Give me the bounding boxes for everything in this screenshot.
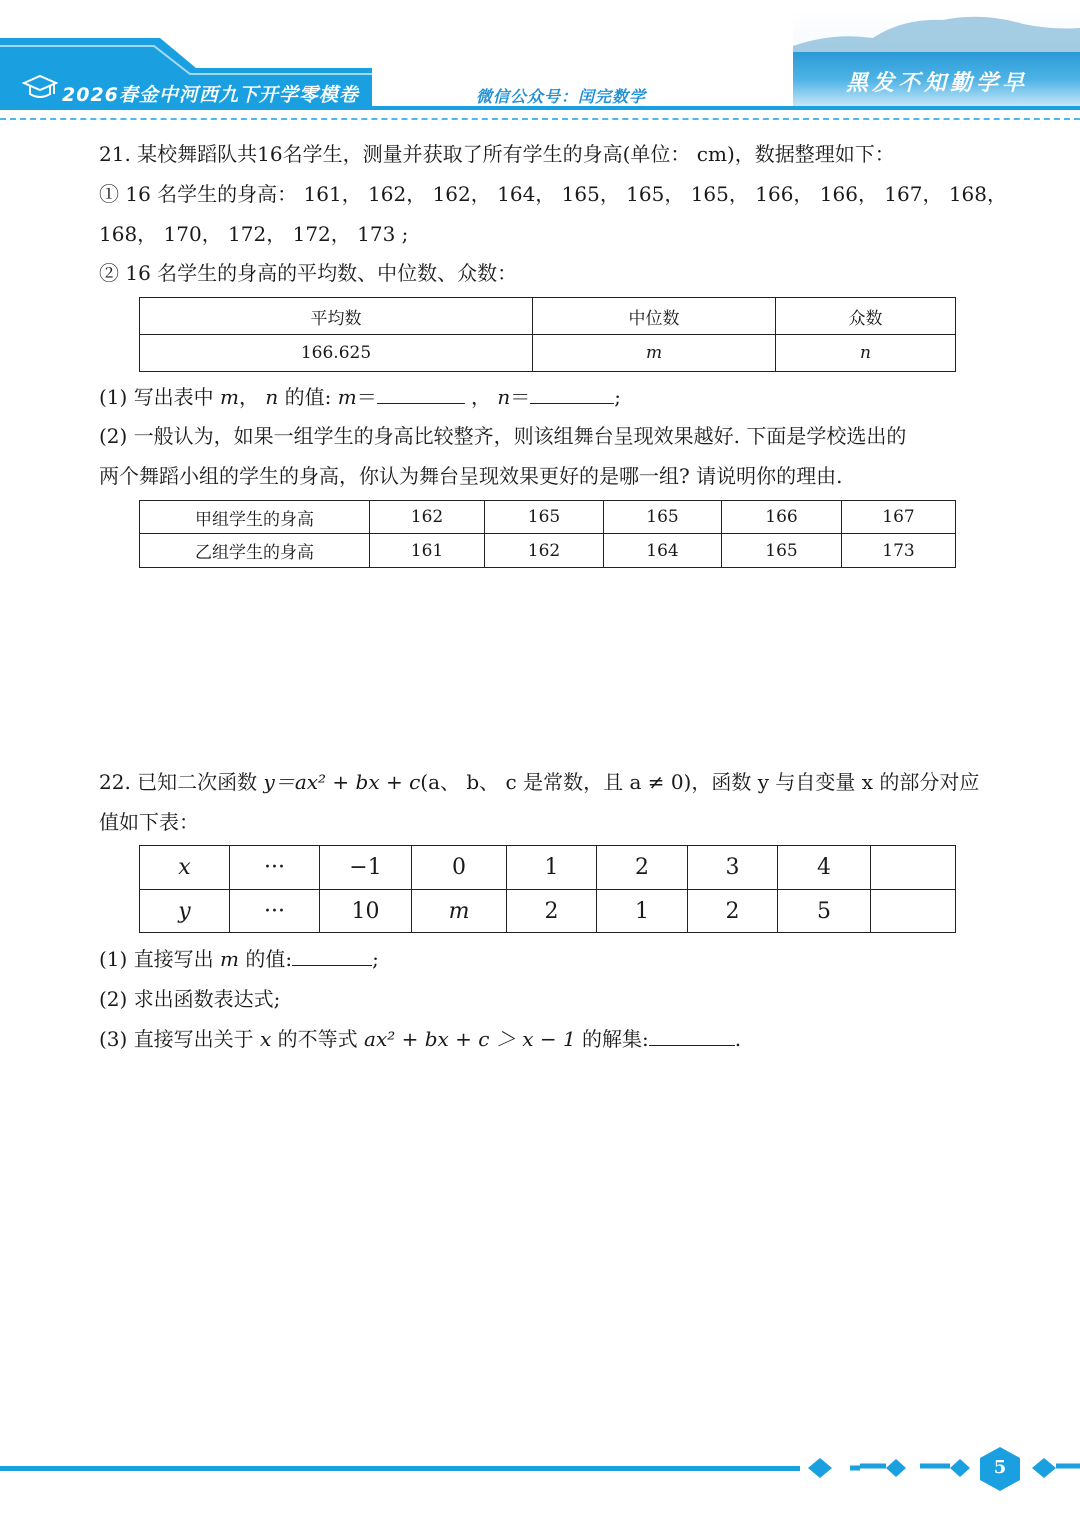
group-cell: 166 bbox=[722, 501, 842, 534]
x-cell: ··· bbox=[230, 846, 320, 890]
y-cell: 2 bbox=[507, 890, 597, 933]
group-cell: 162 bbox=[485, 534, 604, 568]
group-row-yi bbox=[140, 534, 956, 568]
y-cell: ··· bbox=[230, 890, 320, 933]
x-cell: −1 bbox=[320, 846, 412, 890]
x-cell bbox=[871, 846, 956, 890]
group-cell: 167 bbox=[842, 501, 956, 534]
q22-part2: (2) 求出函数表达式; bbox=[99, 987, 281, 1011]
answer-blank-solution-set[interactable] bbox=[649, 1027, 735, 1046]
footer-decoration bbox=[800, 1450, 1080, 1486]
q21-part1: (1) 写出表中 m， n 的值: m＝ ， n＝ ; bbox=[99, 385, 622, 409]
y-cell: 5 bbox=[778, 890, 871, 933]
group-cell: 165 bbox=[604, 501, 722, 534]
y-cell: 1 bbox=[597, 890, 688, 933]
q21-part2-line2: 两个舞蹈小组的学生的身高，你认为舞台呈现效果更好的是哪一组? 请说明你的理由. bbox=[99, 464, 843, 488]
q21-stats-intro: ② 16 名学生的身高的平均数、中位数、众数： bbox=[99, 261, 518, 285]
stats-header-mode: 众数 bbox=[776, 298, 956, 335]
group-cell: 162 bbox=[370, 501, 485, 534]
group-cell: 165 bbox=[722, 534, 842, 568]
answer-blank-n[interactable] bbox=[530, 385, 614, 404]
q21-data-line1: ① 16 名学生的身高： 161， 162， 162， 164， 165， 165， 165， 166， 166， 167， 168， bbox=[99, 182, 1008, 206]
motto: 黑发不知勤学早 bbox=[846, 71, 1029, 96]
group-cell: 164 bbox=[604, 534, 722, 568]
q22-part1: (1) 直接写出 m 的值: ; bbox=[99, 947, 379, 971]
q21-intro: 21. 某校舞蹈队共16名学生，测量并获取了所有学生的身高(单位： cm)，数据整理如下： bbox=[99, 142, 895, 166]
wechat-account: 微信公众号：闰完数学 bbox=[476, 87, 647, 106]
stats-value-mode: n bbox=[776, 335, 956, 372]
q21-data-line2: 168， 170， 172， 172， 173 ; bbox=[99, 222, 409, 246]
x-row bbox=[140, 846, 956, 890]
x-cell: 1 bbox=[507, 846, 597, 890]
y-cell: 10 bbox=[320, 890, 412, 933]
page-number: 5 bbox=[993, 1457, 1007, 1478]
q22-line2: 值如下表： bbox=[99, 810, 199, 834]
footer-rule bbox=[0, 1466, 800, 1471]
answer-blank-m[interactable] bbox=[377, 385, 465, 404]
x-cell: 3 bbox=[688, 846, 778, 890]
group-cell: 165 bbox=[485, 501, 604, 534]
x-cell: 4 bbox=[778, 846, 871, 890]
stats-value-median: m bbox=[533, 335, 776, 372]
xy-table bbox=[139, 845, 956, 933]
q21-part2-line1: (2) 一般认为，如果一组学生的身高比较整齐，则该组舞台呈现效果越好. 下面是学校选出的 bbox=[99, 424, 907, 448]
stats-value-mean: 166.625 bbox=[140, 335, 533, 372]
header-dashed-rule bbox=[0, 118, 1080, 120]
q22-line1: 22. 已知二次函数 y＝ax² + bx + c(a、 b、 c 是常数，且 a ≠ 0)，函数 y 与自变量 x 的部分对应 bbox=[99, 770, 980, 794]
stats-header-median: 中位数 bbox=[533, 298, 776, 335]
group-cell: 161 bbox=[370, 534, 485, 568]
y-cell: 2 bbox=[688, 890, 778, 933]
q22-inequality: ax² + bx + c ＞ x − 1 bbox=[364, 1027, 576, 1051]
graduation-cap-icon bbox=[22, 74, 58, 102]
header-rule bbox=[0, 106, 1080, 110]
group-label: 甲组学生的身高 bbox=[140, 501, 370, 534]
group-row-jia bbox=[140, 501, 956, 534]
x-cell: 0 bbox=[412, 846, 507, 890]
q22-part3: (3) 直接写出关于 x 的不等式 ax² + bx + c ＞ x − 1 的解集: . bbox=[99, 1027, 742, 1051]
y-row bbox=[140, 890, 956, 933]
y-label: y bbox=[140, 890, 230, 933]
x-cell: 2 bbox=[597, 846, 688, 890]
group-cell: 173 bbox=[842, 534, 956, 568]
stats-table bbox=[139, 297, 956, 372]
group-label: 乙组学生的身高 bbox=[140, 534, 370, 568]
y-cell bbox=[871, 890, 956, 933]
stats-header-mean: 平均数 bbox=[140, 298, 533, 335]
exam-title: 2026春金中河西九下开学零模卷 bbox=[62, 84, 359, 106]
x-label: x bbox=[140, 846, 230, 890]
q22-formula: y＝ax² + bx + c bbox=[263, 770, 421, 794]
group-heights-table bbox=[139, 500, 956, 568]
answer-blank-q22-m[interactable] bbox=[292, 947, 372, 966]
y-cell: m bbox=[412, 890, 507, 933]
